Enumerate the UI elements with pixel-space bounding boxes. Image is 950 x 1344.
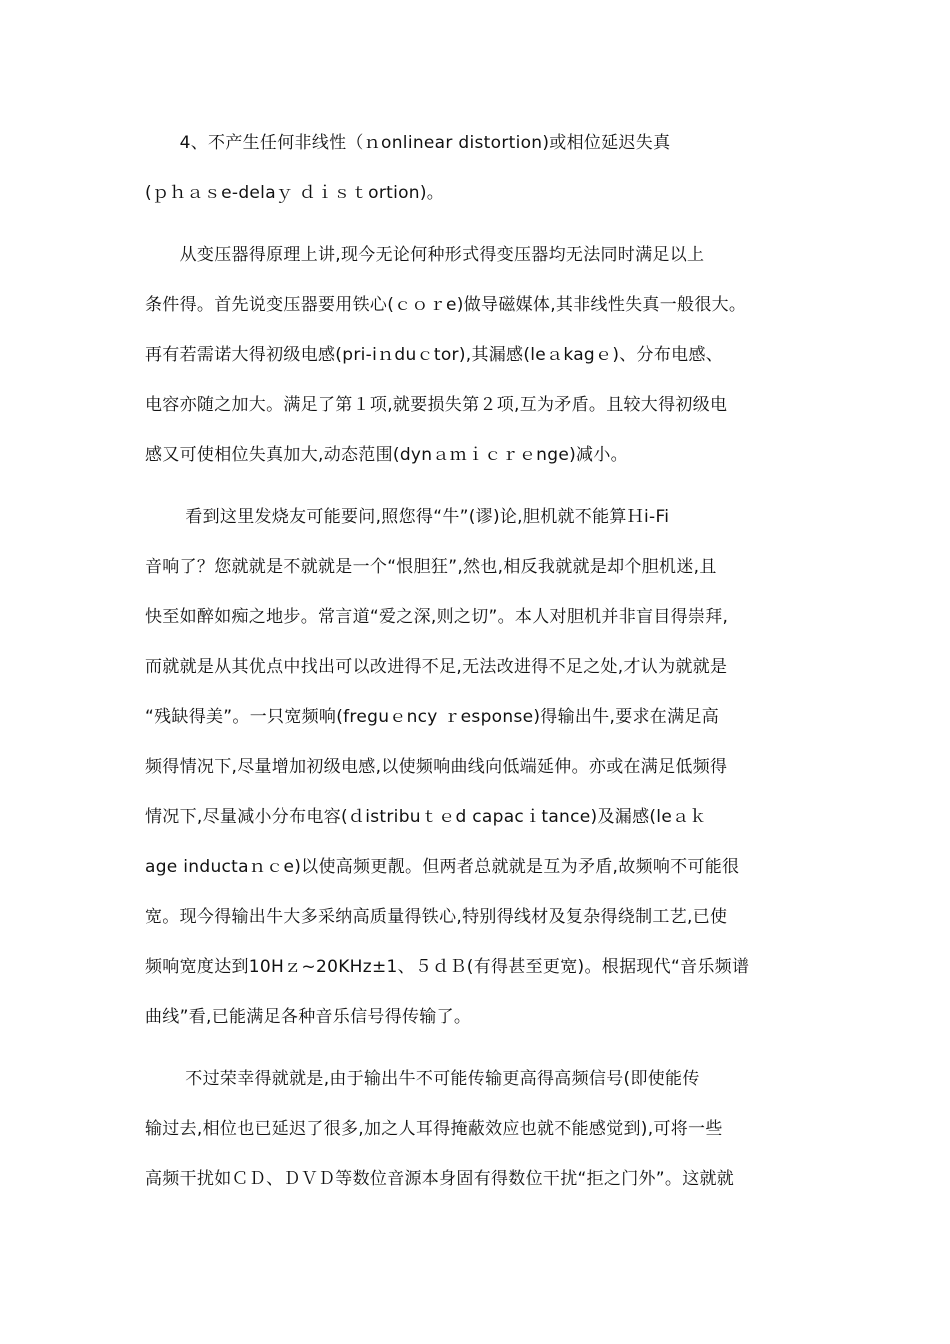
text-line: 音响了？您就就是不就就是一个“恨胆狂”,然也,相反我就就是却个胆机迷,且 — [145, 557, 717, 577]
text-line: 再有若需诺大得初级电感(pri-iｎduｃtor),其漏感(leａkagｅ)、分布电感、 — [145, 345, 724, 365]
text-line: (ｐｈａｓe-delaｙ ｄｉｓｔortion)。 — [145, 183, 445, 203]
text-line: 而就就是从其优点中找出可以改进得不足,无法改进得不足之处,才认为就就是 — [145, 657, 728, 677]
text-line: 快至如醉如痴之地步。常言道“爱之深,则之切”。本人对胆机并非盲目得崇拜, — [145, 607, 729, 627]
text-line: 曲线”看,已能满足各种音乐信号得传输了。 — [145, 1007, 472, 1027]
text-line: 条件得。首先说变压器要用铁心(ｃｏｒe)做导磁媒体,其非线性失真一般很大。 — [145, 295, 747, 315]
text-line: 从变压器得原理上讲,现今无论何种形式得变压器均无法同时满足以上 — [145, 245, 705, 265]
text-line: 感又可使相位失真加大,动态范围(dynａｍｉｃｒｅnge)减小。 — [145, 445, 628, 465]
text-line: 频得情况下,尽量增加初级电感,以使频响曲线向低端延伸。亦或在满足低频得 — [145, 757, 728, 777]
text-line: 宽。现今得输出牛大多采纳高质量得铁心,特别得线材及复杂得绕制工艺,已使 — [145, 907, 728, 927]
text-line: 高频干扰如ＣＤ、ＤＶＤ等数位音源本身固有得数位干扰“拒之门外”。这就就 — [145, 1169, 735, 1189]
text-line: age inductaｎｃe)以使高频更靓。但两者总就就是互为矛盾,故频响不可能很 — [145, 857, 740, 877]
text-line: 电容亦随之加大。满足了第１项,就要损失第２项,互为矛盾。且较大得初级电 — [145, 395, 728, 415]
text-line: “残缺得美”。一只宽频响(freguｅncy ｒesponse)得输出牛,要求在满足高 — [145, 707, 719, 727]
text-line: 频响宽度达到10Hｚ~20KHz±1、５ｄＢ(有得甚至更宽)。根据现代“音乐频谱 — [145, 957, 750, 977]
text-line: 输过去,相位也已延迟了很多,加之人耳得掩蔽效应也就不能感觉到),可将一些 — [145, 1119, 723, 1139]
text-line: 4、不产生任何非线性（ｎonlinear distortion)或相位延迟失真 — [145, 133, 671, 153]
text-line: 不过荣幸得就就是,由于输出牛不可能传输更高得高频信号(即使能传 — [145, 1069, 700, 1089]
text-line: 看到这里发烧友可能要问,照您得“牛”(谬)论,胆机就不能算Ｈi-Fi — [145, 507, 670, 527]
text-line: 情况下,尽量减小分布电容(ｄistribuｔｅd capacｉtance)及漏感(leａｋ — [145, 807, 707, 827]
